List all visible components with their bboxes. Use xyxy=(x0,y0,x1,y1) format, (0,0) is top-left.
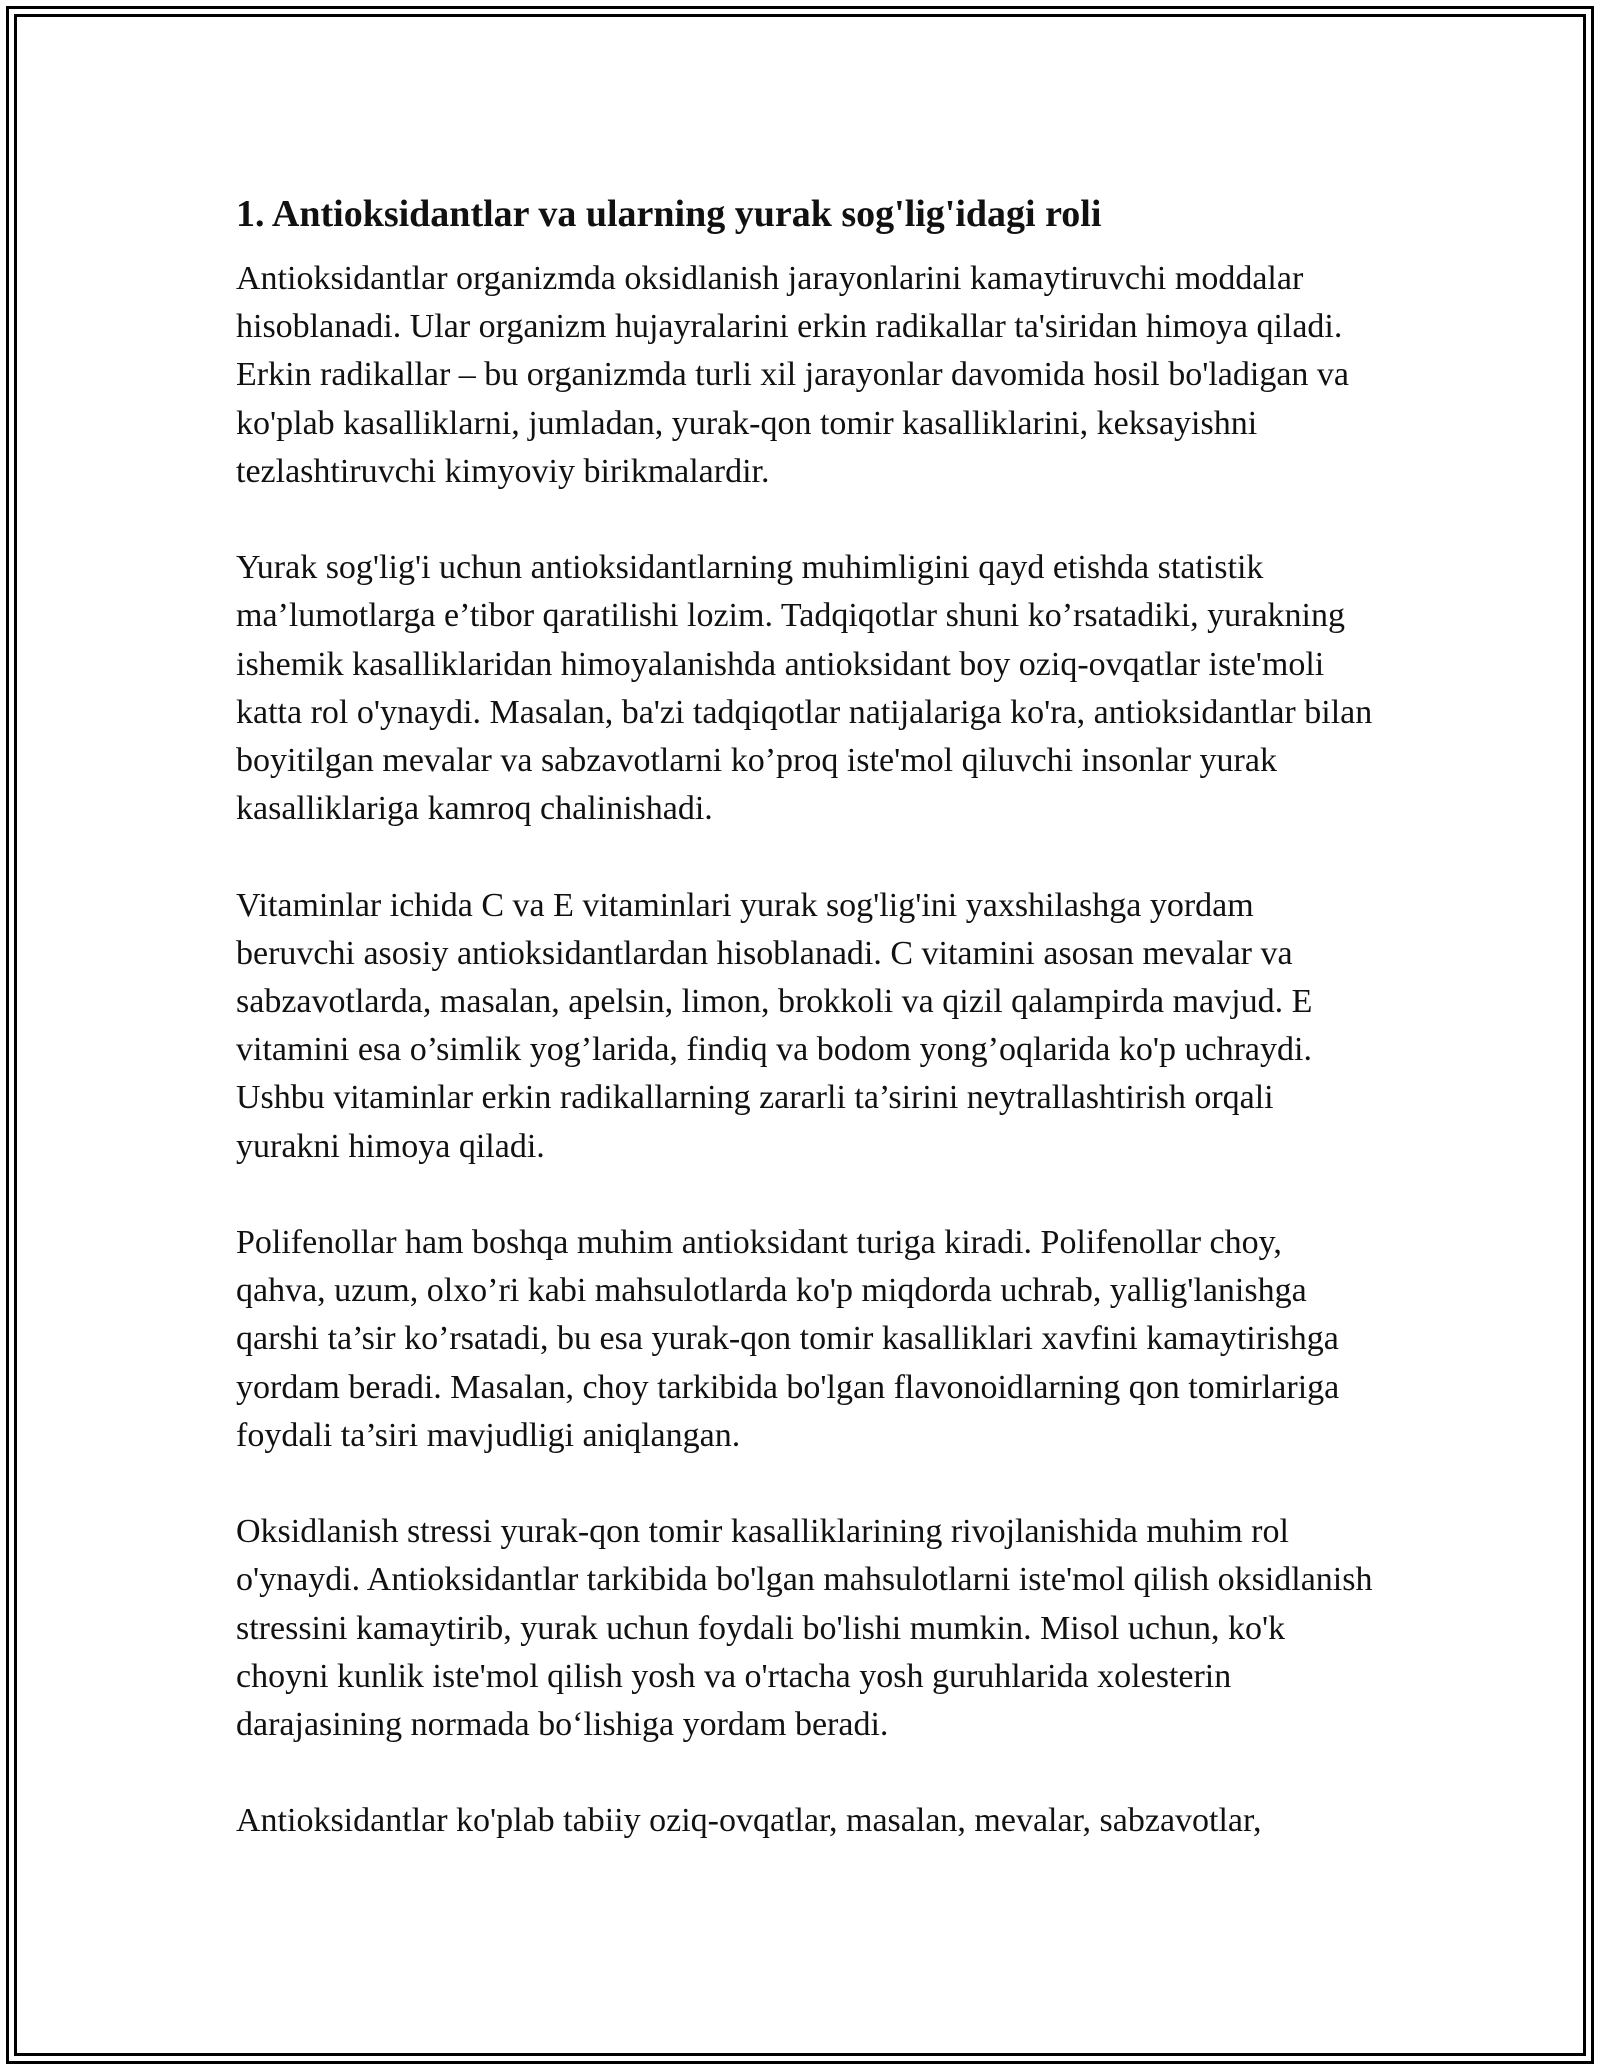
document-body xyxy=(236,185,1376,1894)
section-heading: 1. Antioksidantlar va ularning yurak sog'lig'idagi roli xyxy=(236,193,1102,235)
paragraph-statistics: Yurak sog'lig'i uchun antioksidantlarning muhimligini qayd etishda statistik ma’lumotlarga e’tibor qaratilishi lozim. Tadqiqotlar shuni ko’rsatadiki, yurakning ishemik kasalliklaridan himoyalanishda antioksidant boy oziq-ovqatlar iste'moli katta rol o'ynaydi. Masalan, ba'zi tadqiqotlar natijalariga ko'ra, antioksidantlar bilan boyitilgan mevalar va sabzavotlarni ko’proq iste'mol qiluvchi insonlar yurak kasalliklariga kamroq chalinishadi. xyxy=(236,549,1373,828)
paragraph-intro: Antioksidantlar organizmda oksidlanish jarayonlarini kamaytiruvchi moddalar hisoblanadi. Ular organizm hujayralarini erkin radikallar ta'siridan himoya qiladi. Erkin radikallar – bu organizmda turli xil jarayonlar davomida hosil bo'ladigan va ko'plab kasalliklarni, jumladan, yurak-qon tomir kasalliklarini, keksayishni tezlashtiruvchi kimyoviy birikmalardir. xyxy=(236,260,1350,490)
paragraph-oxidative-stress: Oksidlanish stressi yurak-qon tomir kasalliklarining rivojlanishida muhim rol o'ynaydi. Antioksidantlar tarkibida bo'lgan mahsulotlarni iste'mol qilish oksidlanish stressini kamaytirib, yurak uchun foydali bo'lishi mumkin. Misol uchun, ko'k choyni kunlik iste'mol qilish yosh va o'rtacha yosh guruhlarida xolesterin darajasining normada bo‘lishiga yordam beradi. xyxy=(236,1513,1373,1744)
paragraph-natural-foods: Antioksidantlar ko'plab tabiiy oziq-ovqatlar, masalan, mevalar, sabzavotlar, xyxy=(236,1802,1262,1840)
paragraph-vitamins: Vitaminlar ichida C va E vitaminlari yurak sog'lig'ini yaxshilashga yordam beruvchi asosiy antioksidantlardan hisoblanadi. C vitamini asosan mevalar va sabzavotlarda, masalan, apelsin, limon, brokkoli va qizil qalampirda mavjud. E vitamini esa o’simlik yog’larida, findiq va bodom yong’oqlarida ko'p uchraydi. Ushbu vitaminlar erkin radikallarning zararli ta’sirini neytrallashtirish orqali yurakni himoya qiladi. xyxy=(236,886,1313,1165)
paragraph-polyphenols: Polifenollar ham boshqa muhim antioksidant turiga kiradi. Polifenollar choy, qahva, uzum, olxo’ri kabi mahsulotlarda ko'p miqdorda uchrab, yallig'lanishga qarshi ta’sir ko’rsatadi, bu esa yurak-qon tomir kasalliklari xavfini kamaytirishga yordam beradi. Masalan, choy tarkibida bo'lgan flavonoidlarning qon tomirlariga foydali ta’siri mavjudligi aniqlangan. xyxy=(236,1224,1340,1454)
